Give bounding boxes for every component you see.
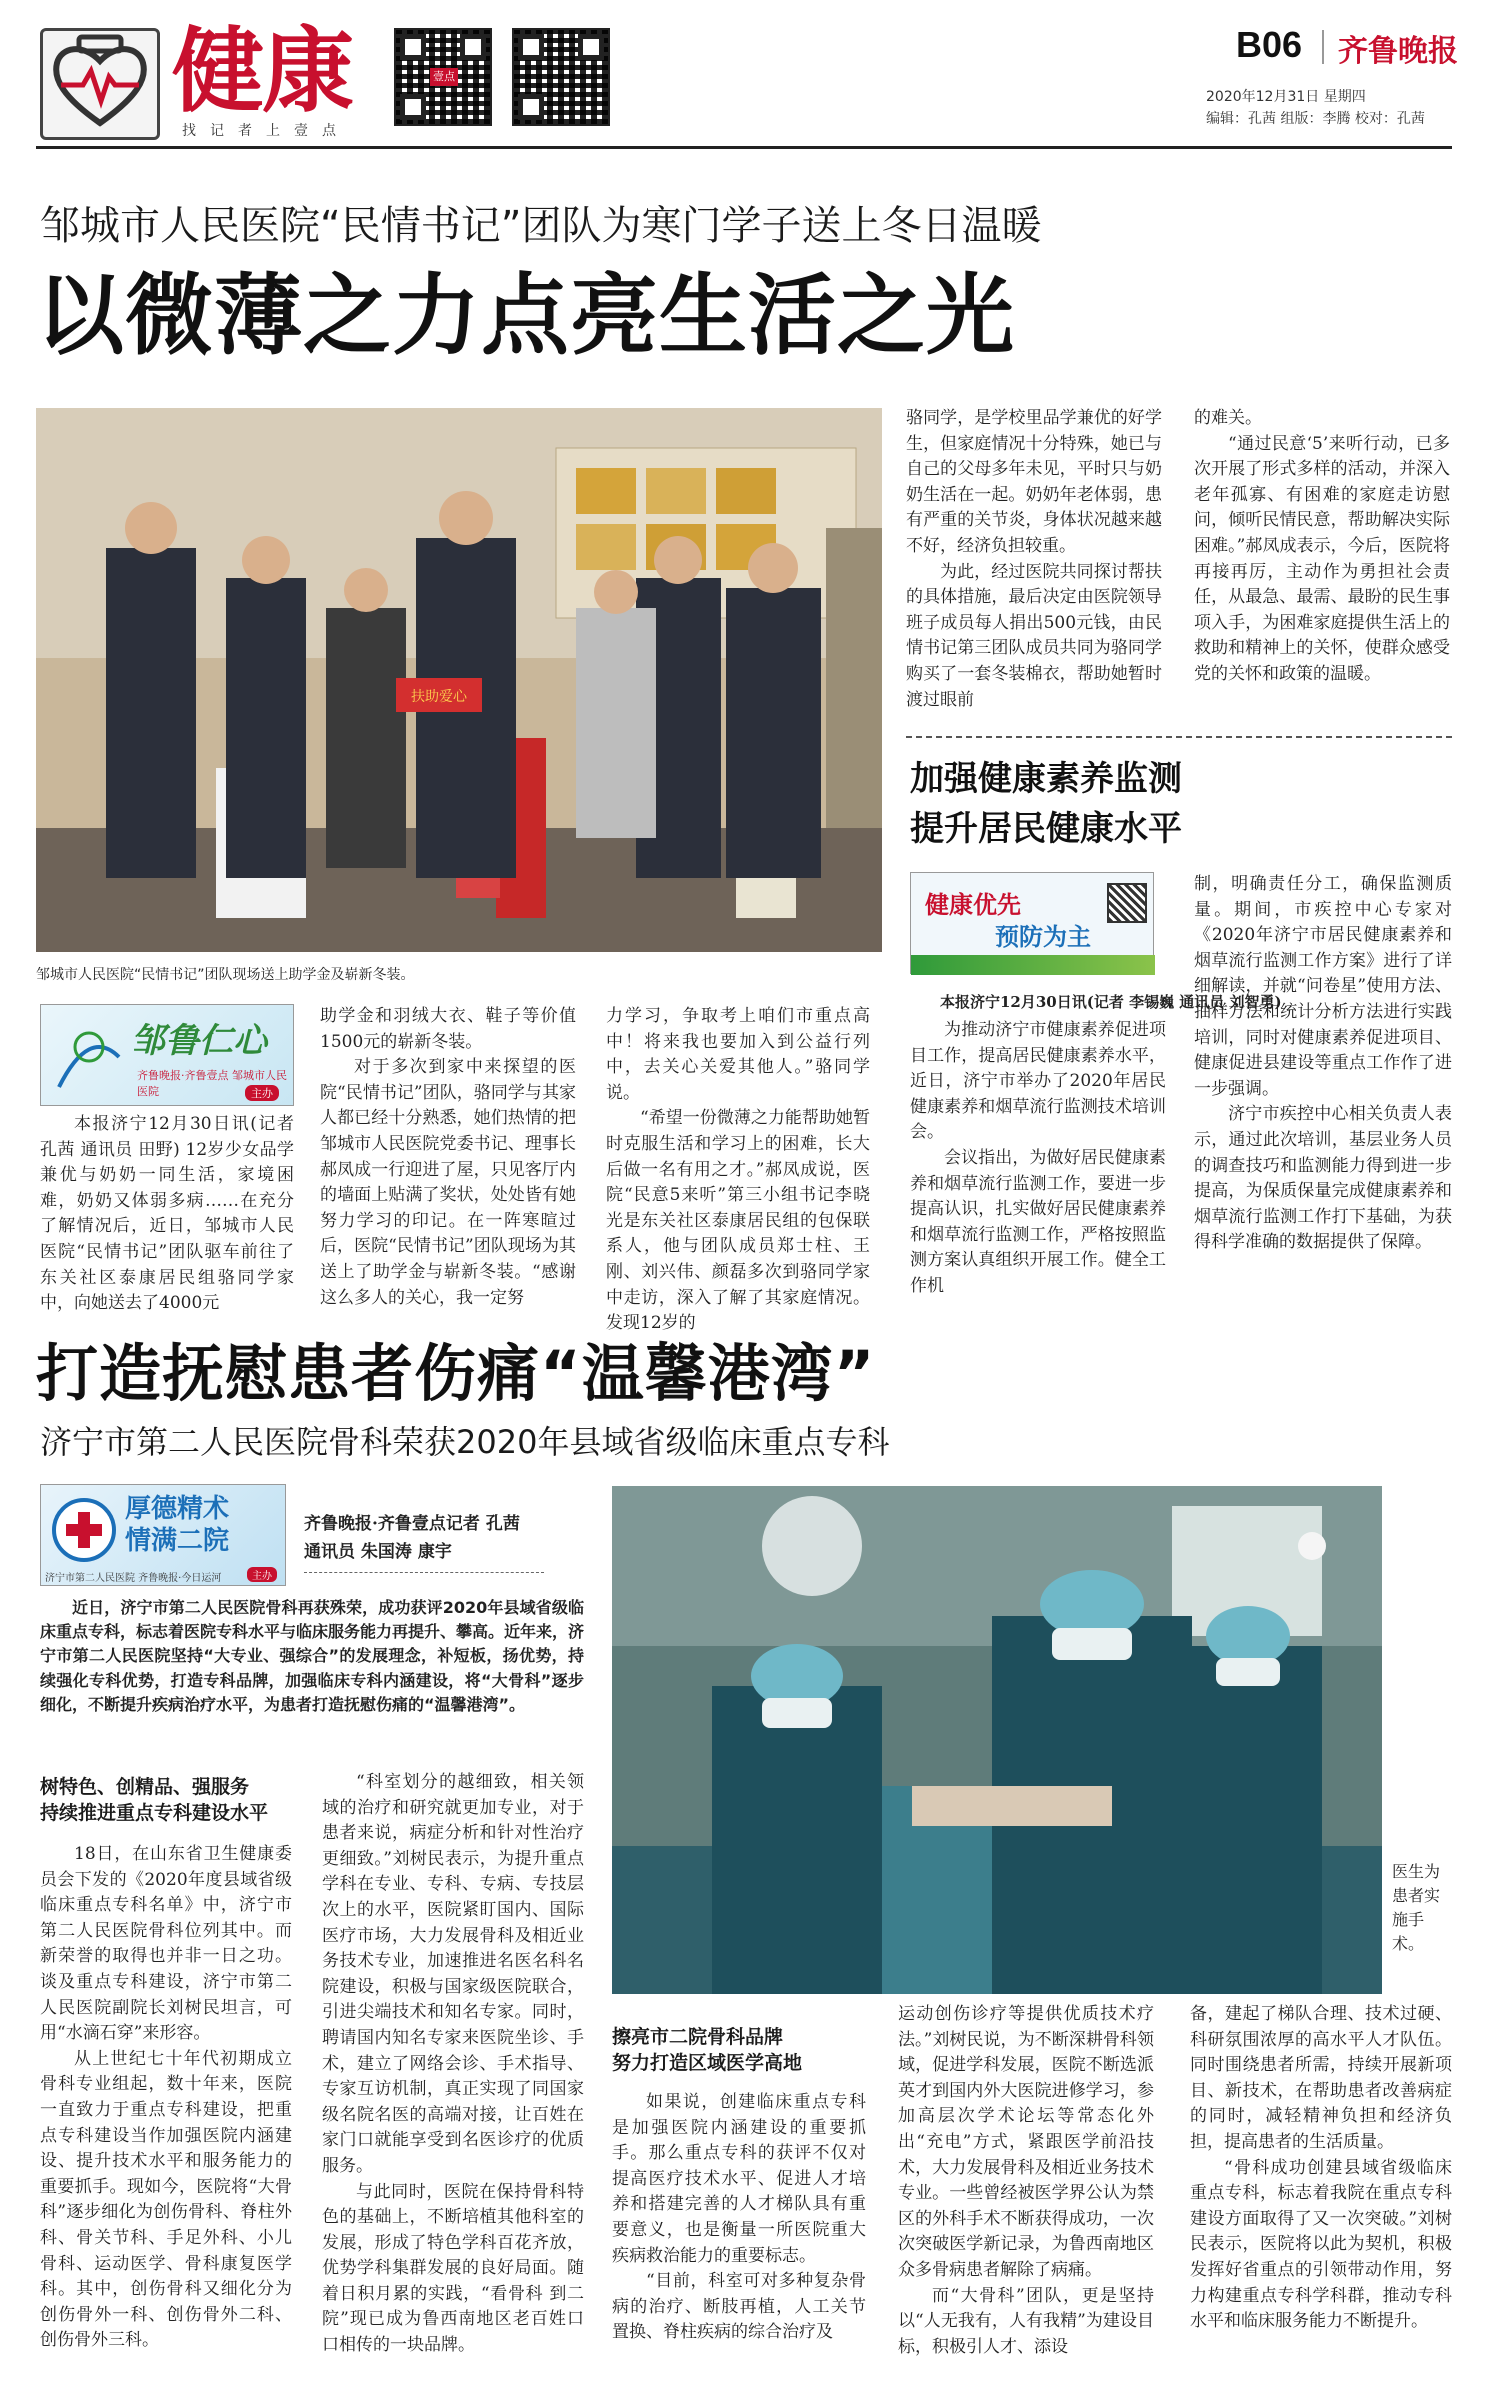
logo-title: 邹鲁仁心	[131, 1021, 267, 1061]
article1-logo-box	[40, 1004, 294, 1106]
paragraph: 对于多次到家中来探望的医院“民情书记”团队，骆同学与其家人都已经十分熟悉，她们热情的把邹城市人民医院党委书记、理事长郝凤成一行迎进了屋，只见客厅内的墙面上贴满了奖状，处处皆有她努力学习的印记。在一阵寒暄过后，医院“民情书记”团队现场为其送上了助学金与崭新冬装。“感谢这么多人的关心，我一定努	[320, 1057, 576, 1308]
logo-small: 齐鲁晚报·齐鲁壹点 邹城市人民医院	[137, 1069, 287, 1098]
byline-rule	[304, 1572, 544, 1573]
paragraph: 如果说，创建临床重点专科是加强医院内涵建设的重要抓手。那么重点专科的获评不仅对提高医疗技术水平、促进人才培养和搭建完善的人才梯队具有重要意义，也是衡量一所医院重大疾病救治能力的重要标志。	[612, 2092, 866, 2266]
article2-divider	[906, 736, 1452, 738]
article3-logo-box	[40, 1484, 286, 1586]
article3-subhead-2b: 努力打造区域医学高地	[612, 2052, 803, 2074]
divider	[1322, 30, 1324, 64]
paragraph: “希望一份微薄之力能帮助她暂时克服生活和学习上的困难，长大后做一名有用之才。”郝凤成说，医院“民意5来听”第三小组书记李晓光是东关社区泰康居民组的包保联系人，他与团队成员郑士柱、王刚、刘兴伟、颜磊多次到骆同学家中走访，深入了解了其家庭情况。发现12岁的	[606, 1108, 870, 1334]
article3-subhead-2a: 擦亮市二院骨科品牌	[612, 2026, 784, 2048]
logo-title: 厚德精术 情满二院	[125, 1494, 230, 1556]
article3-col4	[898, 2002, 1154, 2362]
qr-code[interactable]	[394, 28, 492, 126]
paragraph: 而“大骨科”团队，更是坚持以“人无我有，人有我精”为建设目标，积极引人才、添设	[898, 2285, 1154, 2357]
article3-subhead-1b: 持续推进重点专科建设水平	[40, 1802, 269, 1824]
article1-photo	[36, 408, 882, 952]
hospital-logo-icon	[49, 1495, 119, 1565]
qr-code[interactable]	[1107, 883, 1147, 923]
masthead-rule	[36, 146, 1452, 149]
article2-col1	[910, 1018, 1166, 1316]
paragraph: 的难关。	[1194, 408, 1262, 428]
qr-badge: 壹点	[430, 68, 458, 86]
article1-photo-caption: 邹城市人民医院“民情书记”团队现场送上助学金及崭新冬装。	[36, 967, 415, 983]
paragraph: 力学习，争取考上咱们市重点高中！将来我也要加入到公益行列中，去关心关爱其他人。”骆同学说。	[606, 1006, 870, 1103]
article2-byline: 本报济宁12月30日讯(记者 李锡巍 通讯员 刘智勇)	[940, 993, 1282, 1011]
logo-title-1: 健康优先	[925, 891, 1021, 919]
article3-photo-caption: 医生为患者实施手术。	[1392, 1862, 1441, 1953]
article1-kicker: 邹城市人民医院“民情书记”团队为寒门学子送上冬日温暖	[40, 203, 1042, 249]
article1-col-b1	[40, 1112, 294, 1316]
paragraph: 从上世纪七十年代初期成立骨科专业组起，数十年来，医院一直致力于重点专科建设，把重点专科建设当作加强医院内涵建设、提升技术水平和服务能力的重要抓手。现如今，医院将“大骨科”逐步细化为创伤骨科、脊柱外科、骨关节科、手足外科、小儿骨科、运动医学、骨科康复医学科。其中，创伤骨科又细化分为创伤骨外一科、创伤骨外二科、创伤骨外三科。	[40, 2048, 292, 2351]
paragraph: 制，明确责任分工，确保监测质量。期间，市疾控中心专家对《2020年济宁市居民健康素养和烟草流行监测工作方案》进行了详细解读，并就“问卷星”使用方法、抽样方法和统计分析方法进行实践培训，同时对健康素养促进项目、健康促进县建设等重点工作作了进一步强调。	[1194, 874, 1452, 1099]
page-number: B06	[1236, 24, 1303, 65]
paragraph: “通过民意‘5’来听行动，已多次开展了形式多样的活动，并深入老年孤寡、有困难的家庭走访慰问，倾听民情民意，帮助解决实际困难。”郝凤成表示，今后，医院将再接再厉，主动作为勇担社会责任，从最急、最需、最盼的民生事项入手，为困难家庭提供生活上的救助和精神上的关怀，使群众感受党的关怀和政策的温暖。	[1194, 433, 1450, 684]
logo-title-2: 预防为主	[995, 923, 1091, 951]
editor-credits: 编辑：孔茜 组版：李腾 校对：孔茜	[1206, 111, 1425, 127]
paragraph: 为此，经过医院共同探讨帮扶的具体措施，最后决定由医院领导班子成员每人捐出500元钱，由民情书记第三团队成员共同为骆同学购买了一套冬装棉衣，帮助她暂时渡过眼前	[906, 561, 1162, 710]
envelope-text: 扶助爱心	[411, 689, 467, 705]
paragraph: “目前，科室可对多种复杂骨病的治疗、断肢再植，人工关节置换、脊柱疾病的综合治疗及	[612, 2271, 866, 2343]
article2-headline-1: 加强健康素养监测	[910, 759, 1182, 799]
paragraph: 会议指出，为做好居民健康素养和烟草流行监测工作，要进一步提高认识，扎实做好居民健康素养和烟草流行监测工作，严格按照监测方案认真组织开展工作。健全工作机	[910, 1147, 1166, 1296]
qr-code[interactable]	[512, 28, 610, 126]
article2-col2	[1194, 872, 1452, 1316]
article1-col-b3	[606, 1004, 870, 1334]
paragraph: 近日，济宁市第二人民医院骨科再获殊荣，成功获评2020年县域省级临床重点专科，标志着医院专科水平与临床服务能力再提升、攀高。近年来，济宁市第二人民医院坚持“大专业、强综合”的发展理念，补短板，扬优势，持续强化专科优势，打造专科品牌，加强临床专科内涵建设，将“大骨科”逐步细化，不断提升疾病治疗水平，为患者打造抚慰伤痛的“温馨港湾”。	[40, 1598, 585, 1714]
article3-photo	[612, 1486, 1382, 1994]
article2-logo-box	[910, 872, 1154, 974]
caduceus-icon	[49, 1017, 127, 1097]
paragraph: “科室划分的越细致，相关领域的治疗和研究就更加专业，对于患者来说，病症分析和针对性治疗更细致。”刘树民表示，为提升重点学科在专业、专科、专病、专技层次上的水平，医院紧盯国内、国际医疗市场，大力发展骨科及相近业务技术专业，加速推进名医名科名院建设，积极与国家级医院联合，引进尖端技术和知名专家。同时，聘请国内知名专家来医院坐诊、手术，建立了网络会诊、手术指导、专家互访机制，真正实现了同国家级名院名医的高端对接，让百姓在家门口就能享受到名医诊疗的优质服务。	[322, 1772, 584, 2176]
paragraph: 为推动济宁市健康素养促进项目工作，提高居民健康素养水平，近日，济宁市举办了2020年居民健康素养和烟草流行监测技术培训会。	[910, 1020, 1166, 1143]
article1-col-far-right	[1194, 406, 1450, 714]
paragraph: 本报济宁12月30日讯(记者 孔茜 通讯员 田野) 12岁少女品学兼优与奶奶一同生活，家境困难，奶奶又体弱多病……在充分了解情况后，近日，邹城市人民医院“民情书记”团队驱车前往了东关社区泰康居民组骆同学家中，向她送去了4000元	[40, 1114, 294, 1314]
section-subtitle: 找记者上壹点	[182, 123, 350, 139]
article3-col1	[40, 1842, 292, 2362]
article1-col-top-right	[906, 406, 1162, 714]
paragraph: 骆同学，是学校里品学兼优的好学生，但家庭情况十分特殊，她已与自己的父母多年未见，平时只与奶奶生活在一起。奶奶年老体弱，患有严重的关节炎，身体状况越来越不好，经济负担较重。	[906, 408, 1162, 556]
article3-kicker: 济宁市第二人民医院骨科荣获2020年县域省级临床重点专科	[40, 1423, 890, 1461]
issue-date: 2020年12月31日 星期四	[1206, 89, 1366, 105]
section-logo	[40, 28, 160, 140]
article1-headline: 以微薄之力点亮生活之光	[36, 264, 1016, 367]
paragraph: 与此同时，医院在保持骨科特色的基础上，不断培植其他科室的发展，形成了特色学科百花齐放，优势学科集群发展的良好局面。随着日积月累的实践，“看骨科 到二院”现已成为鲁西南地区老百姓口口相传的一块品牌。	[322, 2181, 584, 2356]
logo-band	[911, 955, 1155, 975]
logo-badge: 主办	[247, 1567, 277, 1582]
article1-col-b2	[320, 1004, 576, 1316]
paragraph: 备，建起了梯队合理、技术过硬、科研氛围浓厚的高水平人才队伍。同时围绕患者所需，持续开展新项目、新技术，在帮助患者改善病症的同时，减轻精神负担和经济负担，提高患者的生活质量。	[1190, 2004, 1452, 2152]
logo-small: 济宁市第二人民医院 齐鲁晚报·今日运河	[45, 1573, 222, 1584]
article3-subhead-1a: 树特色、创精品、强服务	[40, 1776, 250, 1798]
article3-col2	[322, 1770, 584, 2362]
article3-byline-1: 齐鲁晚报·齐鲁壹点记者 孔茜	[304, 1514, 520, 1534]
paper-name: 齐鲁晚报	[1338, 34, 1458, 69]
paragraph: 助学金和羽绒大衣、鞋子等价值1500元的崭新冬装。	[320, 1006, 576, 1052]
paragraph: “骨科成功创建县域省级临床重点专科，标志着我院在重点专科建设方面取得了又一次突破。”刘树民表示，医院将以此为契机，积极发挥好省重点的引领带动作用，努力构建重点专科学科群，推动专科水平和临床服务能力不断提升。	[1190, 2157, 1452, 2332]
paragraph: 济宁市疾控中心相关负责人表示，通过此次培训，基层业务人员的调查技巧和监测能力得到进一步提高，为保质保量完成健康素养和烟草流行监测工作打下基础，为获得科学准确的数据提供了保障。	[1194, 1104, 1452, 1253]
section-title: 健康	[172, 17, 353, 125]
article3-col5	[1190, 2002, 1452, 2362]
paragraph: 18日，在山东省卫生健康委员会下发的《2020年度县域省级临床重点专科名单》中，济宁市第二人民医院骨科位列其中。而新荣誉的取得也并非一日之功。谈及重点专科建设，济宁市第二人民医院副院长刘树民坦言，可用“水滴石穿”来形容。	[40, 1844, 292, 2044]
logo-badge: 主办	[245, 1085, 279, 1101]
paragraph: 运动创伤诊疗等提供优质技术疗法。”刘树民说，为不断深耕骨科领域，促进学科发展，医院不断选派英才到国内外大医院进修学习，参加高层次学术论坛等常态化外出“充电”方式，紧跟医学前沿技术，大力发展骨科及相近业务技术专业。一些曾经被医学界公认为禁区的外科手术不断获得成功，一次次突破医学新记录，为鲁西南地区众多骨病患者解除了病痛。	[898, 2004, 1154, 2280]
heartbeat-icon	[43, 31, 157, 137]
article3-headline: 打造抚慰患者伤痛“温馨港湾”	[36, 1337, 876, 1410]
article3-col3	[612, 2090, 866, 2362]
article2-headline-2: 提升居民健康水平	[910, 809, 1182, 849]
article3-byline-2: 通讯员 朱国涛 康宇	[304, 1542, 452, 1562]
